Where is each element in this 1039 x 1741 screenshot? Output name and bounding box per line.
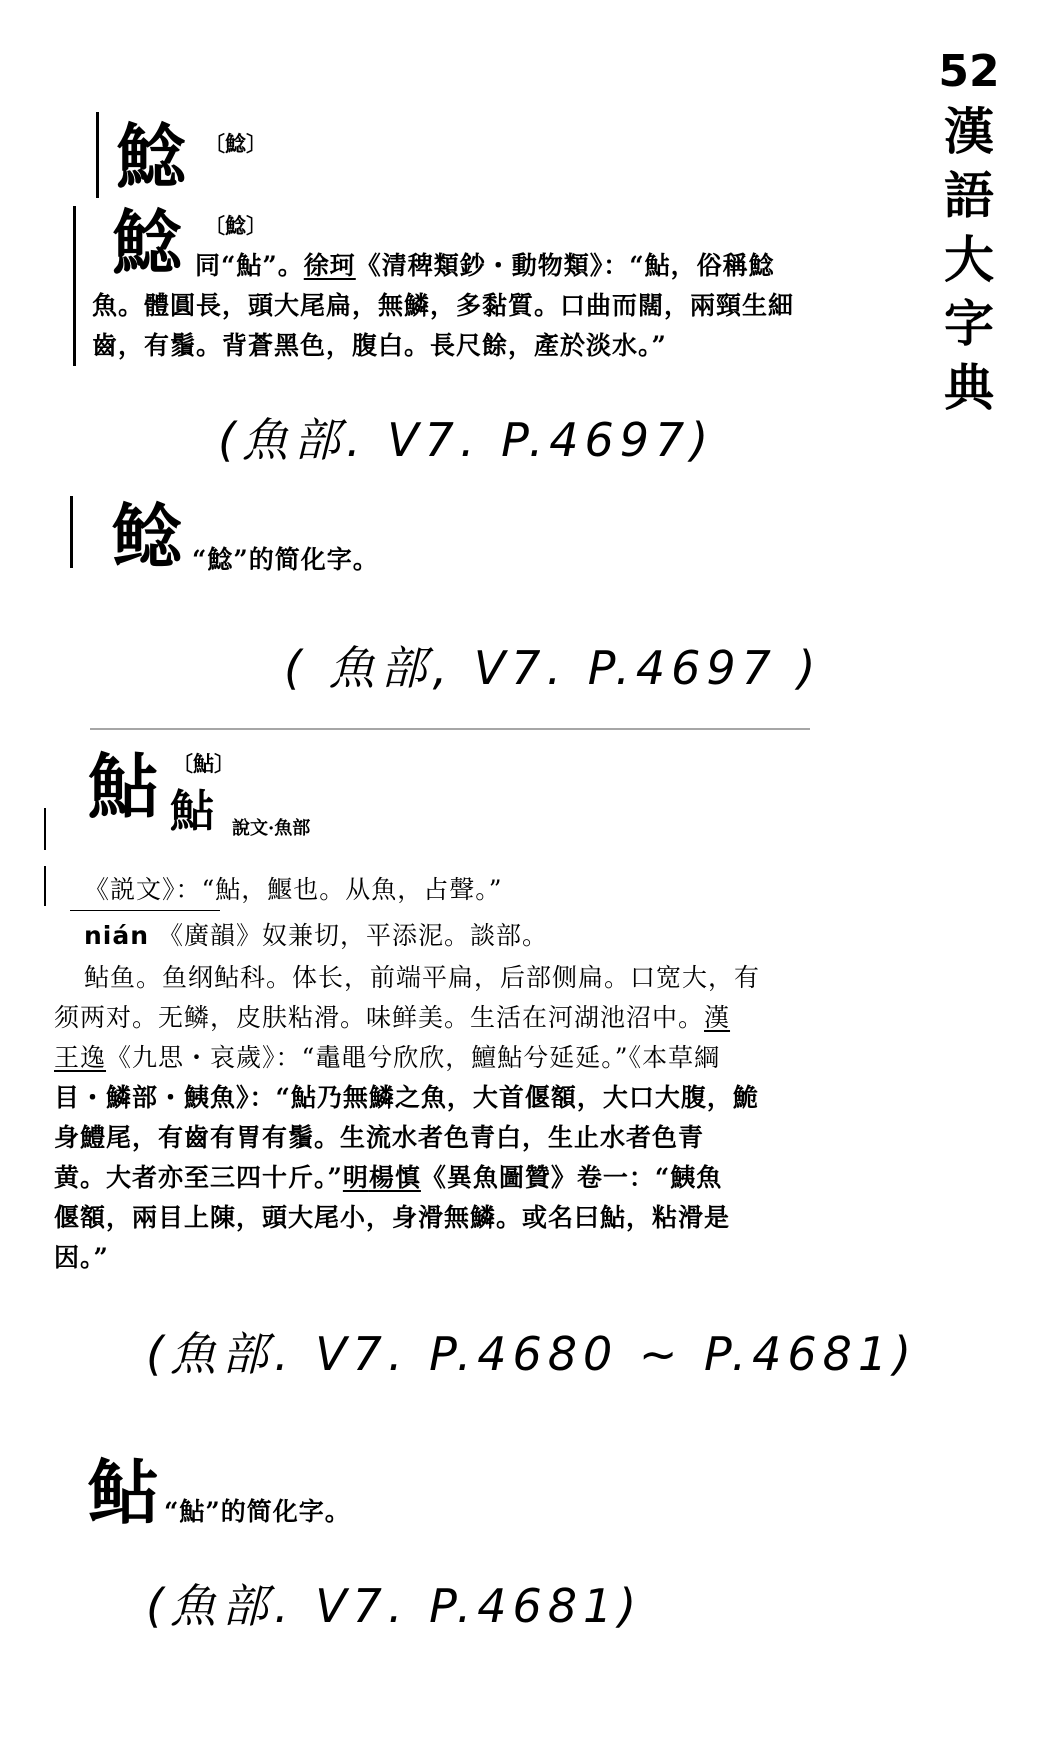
entry3-seal-script: 鮎 bbox=[170, 786, 214, 837]
pinyin: nián bbox=[84, 921, 150, 950]
entry3-traditional: 〔鮎〕 bbox=[172, 751, 235, 776]
def-line-6-ref-2: 楊慎 bbox=[368, 1163, 421, 1192]
book-title-char-3: 大 bbox=[944, 230, 994, 289]
margin-bar bbox=[73, 206, 76, 366]
entry1-line-1-post: 《清稗類鈔・動物類》：“鮎，俗稱鯰 bbox=[355, 251, 775, 280]
entry4-headword: 鲇 bbox=[88, 1451, 158, 1534]
entry1-line-2: 魚。體圓長，頭大尾扁，無鱗，多黏質。口曲而闊，兩頸生細 bbox=[92, 291, 795, 320]
entry3-headword: 鮎 bbox=[88, 745, 158, 828]
def-line-3-post: 《九思・哀歲》：“鼃黽兮欣欣，鱣鮎兮延延。”《本草綱 bbox=[106, 1043, 721, 1072]
entry3-def-line-1: 鲇鱼。鱼纲鲇科。体长，前端平扁，后部侧扁。口宽大，有 bbox=[84, 963, 761, 992]
def-line-6-post: 《異魚圖贊》卷一：“鮧魚 bbox=[420, 1163, 723, 1192]
def-line-2-pre: 须两对。无鳞，皮肤粘滑。味鲜美。生活在河湖池沼中。 bbox=[54, 1003, 705, 1032]
entry2-text: “鯰”的简化字。 bbox=[192, 545, 379, 574]
entry3-def-line-3 bbox=[54, 1038, 720, 1077]
entry4-handwritten-note: (魚部. V7. P.4681) bbox=[146, 1579, 643, 1633]
def-line-6-pre: 黄。大者亦至三四十斤。” bbox=[54, 1163, 343, 1192]
entry3-seal-caption: 說文·魚部 bbox=[232, 818, 311, 839]
entry3-def-line-8: 因。” bbox=[54, 1243, 109, 1272]
entry1-line-1-pre: 同“鮎”。 bbox=[195, 251, 304, 280]
def-line-3-ref: 王逸 bbox=[54, 1043, 107, 1072]
entry1-headword-b: 鯰 bbox=[112, 201, 182, 284]
book-title-char-1: 漢 bbox=[944, 102, 994, 161]
book-title-column bbox=[934, 44, 1004, 420]
book-title-char-5: 典 bbox=[944, 358, 994, 417]
entry1-line-1-ref: 徐珂 bbox=[303, 251, 356, 280]
entry1-handwritten-note: (魚部. V7. P.4697) bbox=[218, 413, 715, 467]
entry1-line-1 bbox=[195, 246, 775, 285]
margin-bar bbox=[44, 808, 46, 850]
def-line-6-ref-1: 明 bbox=[342, 1163, 369, 1192]
entry1-line-3: 齒，有鬚。背蒼黑色，腹白。長尺餘，產於淡水。” bbox=[92, 331, 667, 360]
entry3-def-line-2 bbox=[54, 998, 730, 1037]
def-line-2-ref: 漢 bbox=[704, 1003, 731, 1032]
margin-bar bbox=[44, 866, 46, 906]
entry2-headword: 鲶 bbox=[112, 495, 182, 578]
entry2-handwritten-note: ( 魚部, V7. P.4697 ) bbox=[284, 641, 822, 695]
entry3-def-line-7: 偃額，兩目上陳，頭大尾小，身滑無鱗。或名曰鮎，粘滑是 bbox=[54, 1203, 731, 1232]
entry3-handwritten-note: (魚部. V7. P.4680 ~ P.4681) bbox=[146, 1327, 918, 1381]
pron-text: 《廣韻》奴兼切，平添泥。談部。 bbox=[158, 921, 549, 950]
entry3-shuowen: 《説文》：“鮎，鰋也。从魚，占聲。” bbox=[84, 875, 503, 904]
entry1-traditional-a: 〔鯰〕 bbox=[204, 131, 267, 156]
book-title-char-4: 字 bbox=[944, 294, 994, 353]
book-title-char-2: 語 bbox=[944, 166, 994, 225]
entry1-traditional-b: 〔鯰〕 bbox=[204, 213, 267, 238]
entry3-def-line-5: 身鱧尾，有齒有胃有鬚。生流水者色青白，生止水者色青 bbox=[54, 1123, 705, 1152]
entry3-def-line-4: 目・鱗部・鮧魚》：“鮎乃無鱗之魚，大首偃額，大口大腹，鮠 bbox=[54, 1083, 759, 1112]
margin-bar bbox=[70, 496, 73, 568]
page-number: 52 bbox=[938, 46, 1000, 97]
underline-rule bbox=[70, 910, 220, 911]
separator-line bbox=[90, 728, 810, 730]
entry3-pronunciation bbox=[84, 916, 548, 955]
entry4-text: “鮎”的简化字。 bbox=[164, 1497, 351, 1526]
entry1-headword-a: 鯰 bbox=[116, 115, 186, 198]
margin-bar bbox=[96, 112, 99, 198]
entry3-def-line-6 bbox=[54, 1158, 722, 1197]
